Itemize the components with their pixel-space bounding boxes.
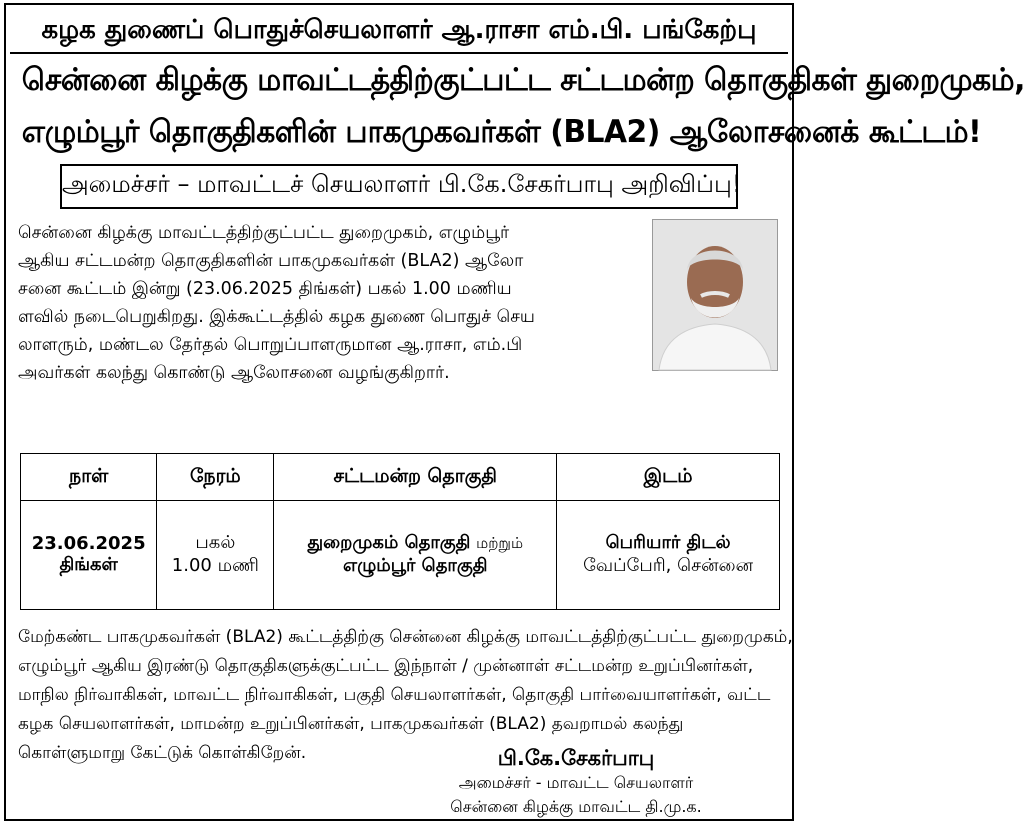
header-date: நாள் bbox=[21, 454, 157, 501]
table-header-row bbox=[21, 454, 780, 501]
portrait-photo bbox=[652, 219, 778, 371]
footer-line: மேற்கண்ட பாகமுகவர்கள் (BLA2) கூட்டத்திற்கு சென்னை கிழக்கு மாவட்டத்திற்குட்பட்ட துறைமுகம், bbox=[18, 627, 793, 647]
signature-name: பி.கே.சேகர்பாபு bbox=[497, 746, 655, 770]
cell-venue bbox=[557, 501, 780, 610]
date-value: 23.06.2025 bbox=[31, 533, 146, 554]
constituency-2: எழும்பூர் தொகுதி bbox=[343, 555, 488, 576]
intro-section bbox=[6, 219, 792, 397]
intro-paragraph bbox=[18, 219, 630, 387]
venue-1: பெரியார் திடல் bbox=[605, 532, 731, 553]
notice-page bbox=[4, 3, 1025, 821]
intro-line: ஆகிய சட்டமன்ற தொகுதிகளின் பாகமுகவர்கள் (BLA2) ஆலோ bbox=[18, 251, 524, 271]
footer-line: கழக செயலாளர்கள், மாமன்ற உறுப்பினர்கள், பாகமுகவர்கள் (BLA2) தவறாமல் கலந்து bbox=[18, 714, 684, 734]
announcement-text: அமைச்சர் – மாவட்டச் செயலாளர் பி.கே.சேகர்பாபு அறிவிப்பு! bbox=[62, 170, 742, 198]
day-value: திங்கள் bbox=[59, 554, 118, 575]
signature-org: சென்னை கிழக்கு மாவட்ட தி.மு.க. bbox=[450, 797, 702, 816]
intro-line: லாளரும், மண்டல தேர்தல் பொறுப்பாளருமான ஆ.ராசா, எம்.பி bbox=[18, 335, 523, 355]
footer-line: மாநில நிர்வாகிகள், மாவட்ட நிர்வாகிகள், பகுதி செயலாளர்கள், தொகுதி பார்வையாளர்கள், வட்ட bbox=[18, 685, 771, 705]
header-line-3: எழும்பூர் தொகுதிகளின் பாகமுகவர்கள் (BLA2) ஆலோசனைக் கூட்டம்! bbox=[21, 114, 982, 150]
time-value: 1.00 மணி bbox=[171, 555, 259, 576]
intro-line: ளவில் நடைபெறுகிறது. இக்கூட்டத்தில் கழக துணை பொதுச் செய bbox=[18, 307, 535, 327]
signature-title: அமைச்சர் - மாவட்ட செயலாளர் bbox=[458, 773, 694, 792]
venue-2: வேப்பேரி, சென்னை bbox=[583, 555, 754, 576]
footer-line: கொள்ளுமாறு கேட்டுக் கொள்கிறேன். bbox=[18, 743, 307, 763]
table-row bbox=[21, 501, 780, 610]
intro-line: சனை கூட்டம் இன்று (23.06.2025 திங்கள்) பகல் 1.00 மணிய bbox=[18, 279, 512, 299]
constituency-and: மற்றும் bbox=[476, 534, 524, 552]
header-venue: இடம் bbox=[557, 454, 780, 501]
header-line-1: கழக துணைப் பொதுச்செயலாளர் ஆ.ராசா எம்.பி. பங்கேற்பு bbox=[41, 15, 757, 45]
cell-time bbox=[157, 501, 274, 610]
schedule-table bbox=[20, 453, 780, 610]
portrait-image bbox=[653, 220, 777, 370]
header-constituency: சட்டமன்ற தொகுதி bbox=[274, 454, 557, 501]
announcement-box bbox=[60, 164, 742, 209]
constituency-1: துறைமுகம் தொகுதி bbox=[307, 532, 471, 553]
time-label: பகல் bbox=[195, 532, 236, 553]
header-time: நேரம் bbox=[157, 454, 274, 501]
cell-date bbox=[21, 501, 157, 610]
intro-line: அவர்கள் கலந்து கொண்டு ஆலோசனை வழங்குகிறார். bbox=[18, 363, 450, 383]
footer-line: எழும்பூர் ஆகிய இரண்டு தொகுதிகளுக்குட்பட்ட இந்நாள் / முன்னாள் சட்டமன்ற உறுப்பினர்கள், bbox=[18, 656, 754, 676]
cell-constituency bbox=[274, 501, 557, 610]
header-line-2: சென்னை கிழக்கு மாவட்டத்திற்குட்பட்ட சட்டமன்ற தொகுதிகள் துறைமுகம், bbox=[21, 62, 1025, 98]
intro-line: சென்னை கிழக்கு மாவட்டத்திற்குட்பட்ட துறைமுகம், எழும்பூர் bbox=[18, 223, 510, 243]
signature-block bbox=[436, 745, 716, 819]
